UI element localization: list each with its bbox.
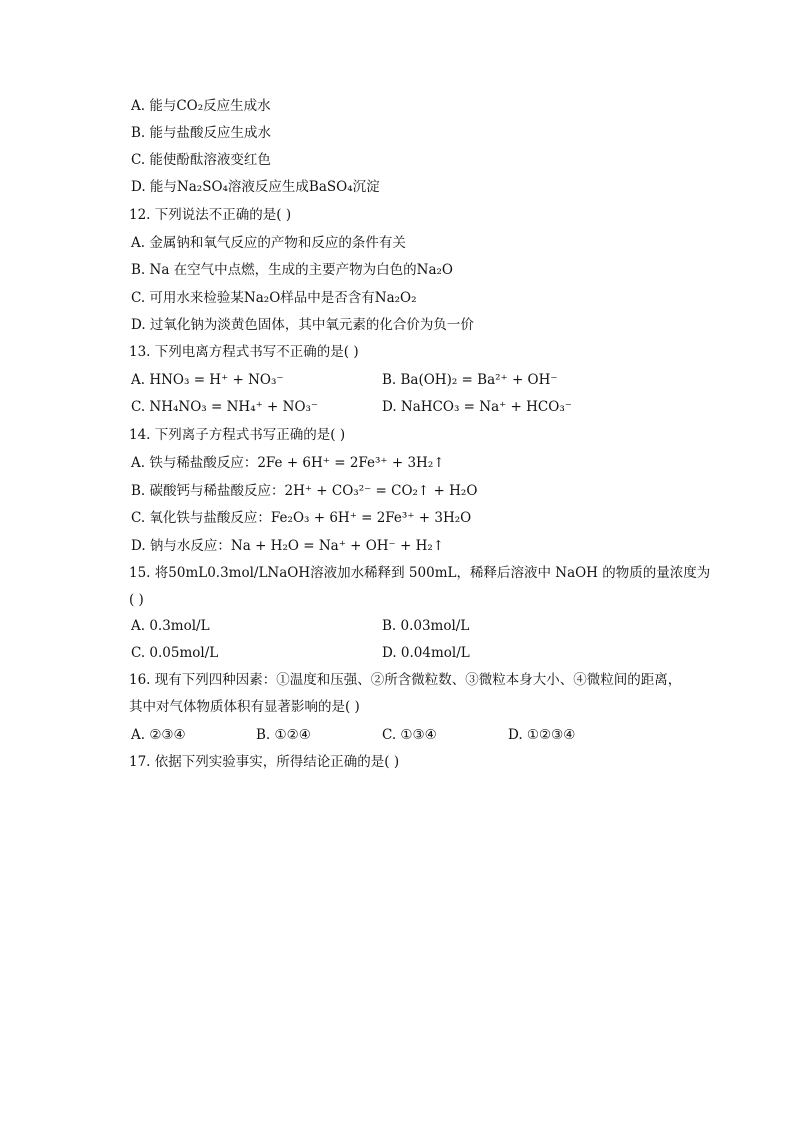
question-15-paren: ( ) bbox=[129, 592, 144, 608]
option-15-d: D. 0.04mol/L bbox=[382, 645, 470, 661]
option-11-b: B. 能与盐酸反应生成水 bbox=[131, 125, 272, 141]
option-12-a: A. 金属钠和氧气反应的产物和反应的条件有关 bbox=[131, 235, 406, 251]
option-15-a: A. 0.3mol/L bbox=[131, 618, 210, 634]
option-11-d: D. 能与Na₂SO₄溶液反应生成BaSO₄沉淀 bbox=[131, 179, 380, 195]
option-14-a: A. 铁与稀盐酸反应：2Fe + 6H⁺ = 2Fe³⁺ + 3H₂↑ bbox=[131, 455, 445, 471]
option-15-c: C. 0.05mol/L bbox=[131, 645, 219, 661]
question-13: 13. 下列电离方程式书写不正确的是( ) bbox=[129, 344, 359, 360]
question-15: 15. 将50mL0.3mol/LNaOH溶液加水稀释到 500mL，稀释后溶液中 NaOH 的物质的量浓度为 bbox=[129, 565, 711, 581]
question-16-continued: 其中对气体物质体积有显著影响的是( ) bbox=[129, 699, 360, 715]
option-14-c: C. 氧化铁与盐酸反应：Fe₂O₃ + 6H⁺ = 2Fe³⁺ + 3H₂O bbox=[131, 510, 472, 526]
option-13-c: C. NH₄NO₃ = NH₄⁺ + NO₃⁻ bbox=[131, 399, 319, 415]
option-16-d: D. ①②③④ bbox=[508, 727, 576, 743]
question-17: 17. 依据下列实验事实，所得结论正确的是( ) bbox=[129, 754, 400, 770]
question-14: 14. 下列离子方程式书写正确的是( ) bbox=[129, 427, 346, 443]
option-16-a: A. ②③④ bbox=[131, 727, 186, 743]
question-16: 16. 现有下列四种因素：①温度和压强、②所含微粒数、③微粒本身大小、④微粒间的距离， bbox=[129, 672, 682, 688]
option-11-a: A. 能与CO₂反应生成水 bbox=[131, 98, 271, 114]
option-16-c: C. ①③④ bbox=[382, 727, 437, 743]
option-13-b: B. Ba(OH)₂ = Ba²⁺ + OH⁻ bbox=[382, 372, 558, 388]
question-12: 12. 下列说法不正确的是( ) bbox=[129, 207, 292, 223]
option-16-b: B. ①②④ bbox=[256, 727, 311, 743]
option-13-a: A. HNO₃ = H⁺ + NO₃⁻ bbox=[131, 372, 284, 388]
option-11-c: C. 能使酚酞溶液变红色 bbox=[131, 152, 271, 168]
option-15-b: B. 0.03mol/L bbox=[382, 618, 470, 634]
option-14-b: B. 碳酸钙与稀盐酸反应：2H⁺ + CO₃²⁻ = CO₂↑ + H₂O bbox=[131, 483, 478, 499]
option-12-d: D. 过氧化钠为淡黄色固体，其中氧元素的化合价为负一价 bbox=[131, 317, 474, 333]
option-13-d: D. NaHCO₃ = Na⁺ + HCO₃⁻ bbox=[382, 399, 572, 415]
option-14-d: D. 钠与水反应：Na + H₂O = Na⁺ + OH⁻ + H₂↑ bbox=[131, 538, 445, 554]
option-12-c: C. 可用水来检验某Na₂O样品中是否含有Na₂O₂ bbox=[131, 290, 417, 306]
option-12-b: B. Na 在空气中点燃，生成的主要产物为白色的Na₂O bbox=[131, 262, 453, 278]
